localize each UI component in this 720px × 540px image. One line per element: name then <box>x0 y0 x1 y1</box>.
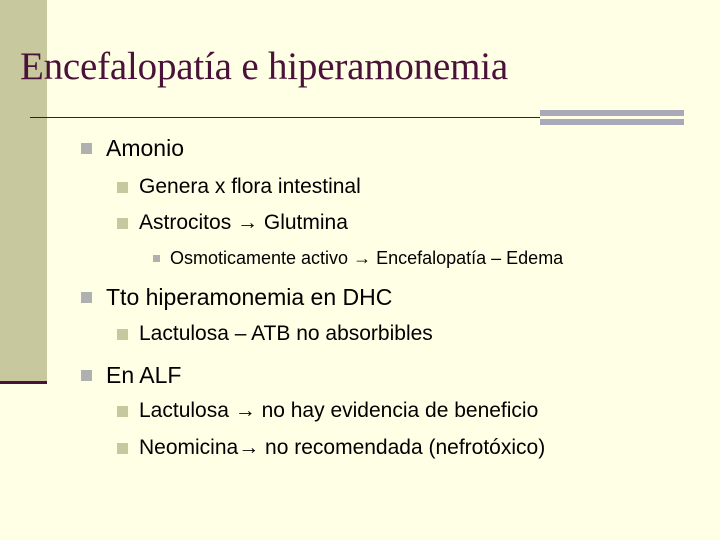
slide-title: Encefalopatía e hiperamonemia <box>20 45 508 88</box>
bullet-text: Neomicina→ no recomendada (nefrotóxico) <box>139 436 546 459</box>
square-bullet-icon <box>117 182 128 193</box>
bullet-item <box>106 135 184 162</box>
square-bullet-icon <box>81 143 92 154</box>
square-bullet-icon <box>153 255 160 262</box>
bullet-text: Genera x flora intestinal <box>139 175 361 198</box>
title-accent-bar-top <box>540 110 684 116</box>
title-accent-bar-bottom <box>540 119 684 125</box>
bullet-item <box>106 284 392 311</box>
bullet-text: En ALF <box>106 362 182 388</box>
bullet-text: Astrocitos → Glutmina <box>139 211 348 234</box>
square-bullet-icon <box>81 370 92 381</box>
bullet-item <box>139 399 538 423</box>
bullet-text: Osmoticamente activo → Encefalopatía – Edema <box>170 248 564 268</box>
bullet-text: Lactulosa – ATB no absorbibles <box>139 322 433 345</box>
decorative-side-bar-cap <box>0 381 47 384</box>
bullet-text: Amonio <box>106 135 184 161</box>
bullet-item <box>170 248 563 269</box>
square-bullet-icon <box>117 406 128 417</box>
square-bullet-icon <box>117 443 128 454</box>
square-bullet-icon <box>117 218 128 229</box>
title-divider <box>30 117 540 118</box>
bullet-text: Tto hiperamonemia en DHC <box>106 284 393 310</box>
bullet-item <box>106 362 181 389</box>
bullet-item <box>139 175 361 199</box>
square-bullet-icon <box>117 329 128 340</box>
square-bullet-icon <box>81 292 92 303</box>
bullet-item <box>139 436 545 460</box>
bullet-item <box>139 322 433 346</box>
bullet-item <box>139 211 348 235</box>
bullet-text: Lactulosa → no hay evidencia de beneficio <box>139 399 539 422</box>
